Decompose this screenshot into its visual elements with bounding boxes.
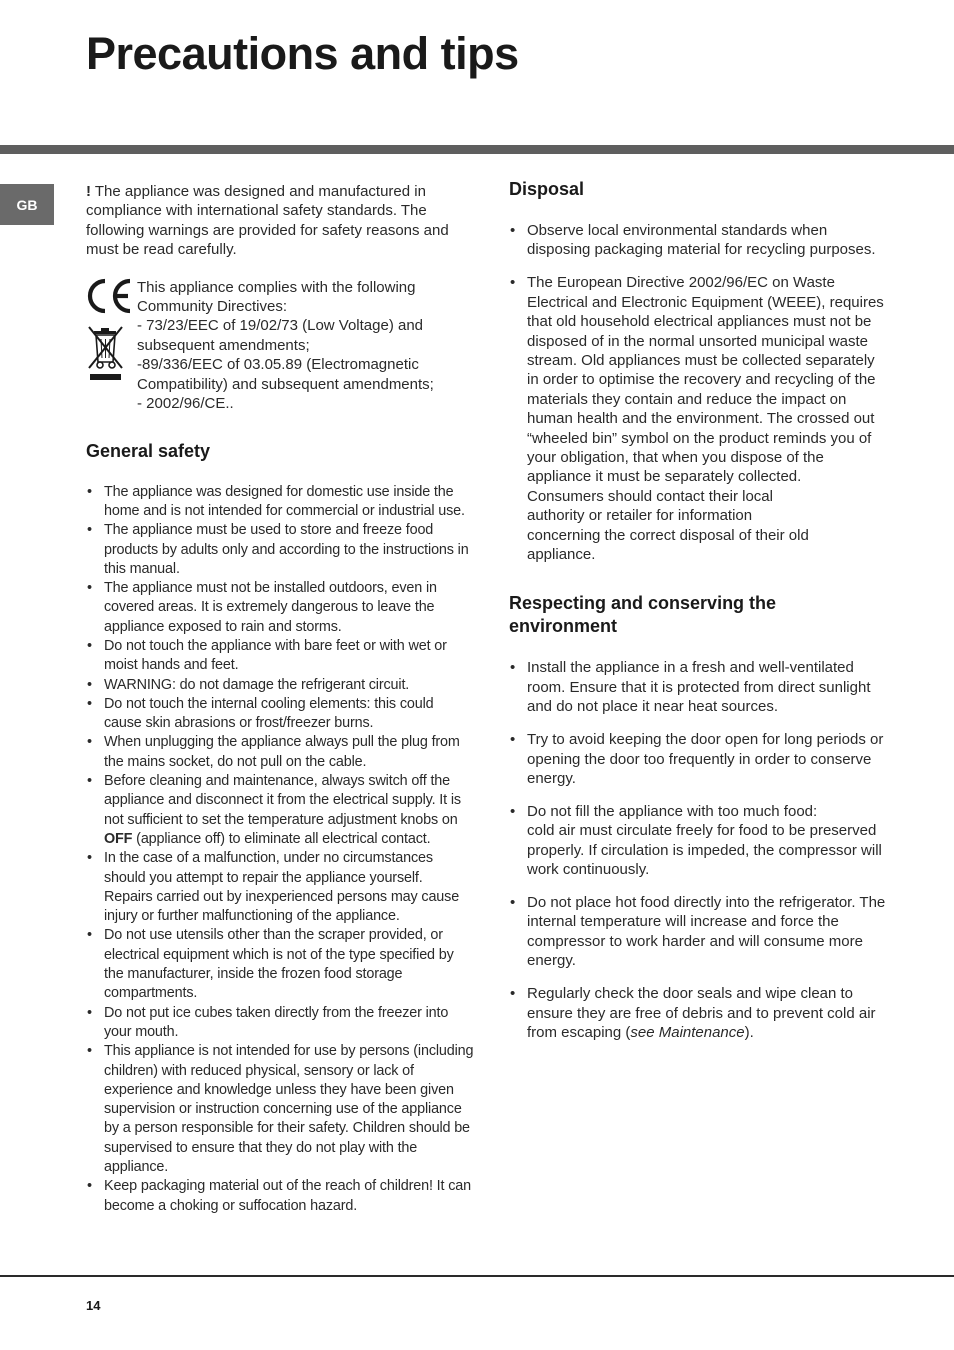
page-title: Precautions and tips (86, 28, 519, 79)
warning-mark: ! (86, 183, 91, 200)
list-item: • Do not touch the appliance with bare feet or with wet or moist hands and feet. (86, 637, 474, 676)
language-tab: GB (0, 184, 54, 225)
crossed-wheeled-bin-icon (86, 324, 126, 380)
environment-heading-line: Respecting and conserving the (509, 593, 777, 614)
list-item: • Install the appliance in a fresh and well-ventilated room. Ensure that it is protected from direct sunlight and do not place it near heat sources. (509, 658, 889, 716)
disposal-list (509, 221, 889, 564)
list-item: • WARNING: do not damage the refrigerant circuit. (86, 676, 474, 695)
compliance-icons (86, 278, 132, 380)
footer-divider (0, 1275, 954, 1277)
list-item: • Do not put ice cubes taken directly from the freezer into your mouth. (86, 1004, 474, 1043)
list-item: • When unplugging the appliance always pull the plug from the mains socket, do not pull on the cable. (86, 733, 474, 772)
general-safety-heading: General safety (86, 440, 211, 461)
disposal-contact-line: concerning the correct disposal of their old (527, 526, 809, 544)
list-item: • Do not use utensils other than the scraper provided, or electrical equipment which is not of the type specified by the manufacturer, inside the frozen food storage compartments. (86, 926, 474, 1003)
environment-heading (509, 592, 889, 638)
list-item: • Keep packaging material out of the reach of children! It can become a choking or suffocation hazard. (86, 1177, 474, 1216)
environment-list (509, 658, 889, 1042)
intro-paragraph (86, 182, 474, 260)
ce-mark-icon (86, 278, 132, 314)
disposal-contact-line: appliance. (527, 546, 596, 563)
list-item (86, 772, 474, 849)
header-divider (0, 145, 954, 154)
right-column (509, 178, 889, 1056)
list-item (509, 984, 889, 1042)
cleaning-text-after: (appliance off) to eliminate all electrical contact. (132, 830, 431, 847)
disposal-contact-line: authority or retailer for information (527, 507, 753, 525)
list-item: • In the case of a malfunction, under no circumstances should you attempt to repair the appliance yourself. Repairs carried out by inexperienced persons may cause injury or further malfunctioning of the appliance. (86, 849, 474, 926)
list-item (509, 273, 889, 564)
compliance-line: This appliance complies with the following Community Directives: (137, 278, 416, 316)
see-maintenance-reference: see Maintenance (630, 1023, 745, 1041)
food-item-first-line: • Do not fill the appliance with too much food: (527, 802, 818, 820)
intro-text: The appliance was designed and manufactured in compliance with international safety standards. The following warnings are provided for safety reasons and must be read carefully. (86, 183, 449, 259)
cleaning-text-before: Before cleaning and maintenance, always switch off the appliance and disconnect it from the electrical supply. It is not sufficient to set the temperature adjustment knobs on (104, 773, 461, 828)
environment-heading-line: environment (509, 616, 618, 637)
seals-text-after: ). (744, 1023, 754, 1041)
seals-text-before: Regularly check the door seals and wipe clean to ensure they are free of debris and to prevent cold air from escaping ( (527, 985, 876, 1041)
compliance-line: - 2002/96/CE.. (137, 395, 234, 413)
disposal-contact-line: Consumers should contact their local (527, 487, 773, 505)
compliance-line: - 73/23/EEC of 19/02/73 (Low Voltage) and subsequent amendments; (137, 317, 424, 354)
general-safety-list (86, 483, 474, 1216)
food-item-rest: cold air must circulate freely for food to be preserved properly. If circulation is impeded, the compressor will work continuously. (527, 822, 882, 879)
list-item: • The appliance was designed for domestic use inside the home and is not intended for commercial or industrial use. (86, 483, 474, 522)
list-item: • Do not place hot food directly into the refrigerator. The internal temperature will increase and force the compressor to work harder and will consume more energy. (509, 893, 889, 971)
compliance-block (86, 278, 474, 413)
weee-text: The European Directive 2002/96/EC on Waste Electrical and Electronic Equipment (WEEE), requires that old household electrical appliances must not be disposed of in the normal unsorted municipal waste stream. Old appliances must be collected separately in order to optimise the recovery and recycling of the materials they contain and reduce the impact on human health and the environment. The crossed out “wheeled bin” symbol on the product reminds you of your obligation, that when you dispose of the appliance it must be separately collected. (527, 274, 884, 486)
list-item: • This appliance is not intended for use by persons (including children) with reduced physical, sensory or lack of experience and knowledge unless they have been given supervision or instruction concerning use of the appliance by a person responsible for their safety. Children should be supervised to ensure that they do not play with the appliance. (86, 1042, 474, 1177)
list-item: • Do not touch the internal cooling elements: this could cause skin abrasions or frost/freezer burns. (86, 695, 474, 734)
list-item (509, 802, 889, 880)
list-item: • The appliance must not be installed outdoors, even in covered areas. It is extremely dangerous to leave the appliance exposed to rain and storms. (86, 579, 474, 637)
page-number: 14 (86, 1298, 101, 1313)
list-item: • The appliance must be used to store and freeze food products by adults only and according to the instructions in this manual. (86, 521, 474, 579)
compliance-text (137, 278, 477, 414)
left-column (86, 182, 474, 1216)
list-item: • Try to avoid keeping the door open for long periods or opening the door too frequently in order to conserve energy. (509, 730, 889, 788)
disposal-heading: Disposal (509, 179, 585, 199)
off-label: OFF (104, 830, 133, 847)
compliance-line: -89/336/EEC of 03.05.89 (Electromagnetic Compatibility) and subsequent amendments; (137, 356, 434, 393)
list-item: • Observe local environmental standards when disposing packaging material for recycling purposes. (509, 221, 889, 260)
